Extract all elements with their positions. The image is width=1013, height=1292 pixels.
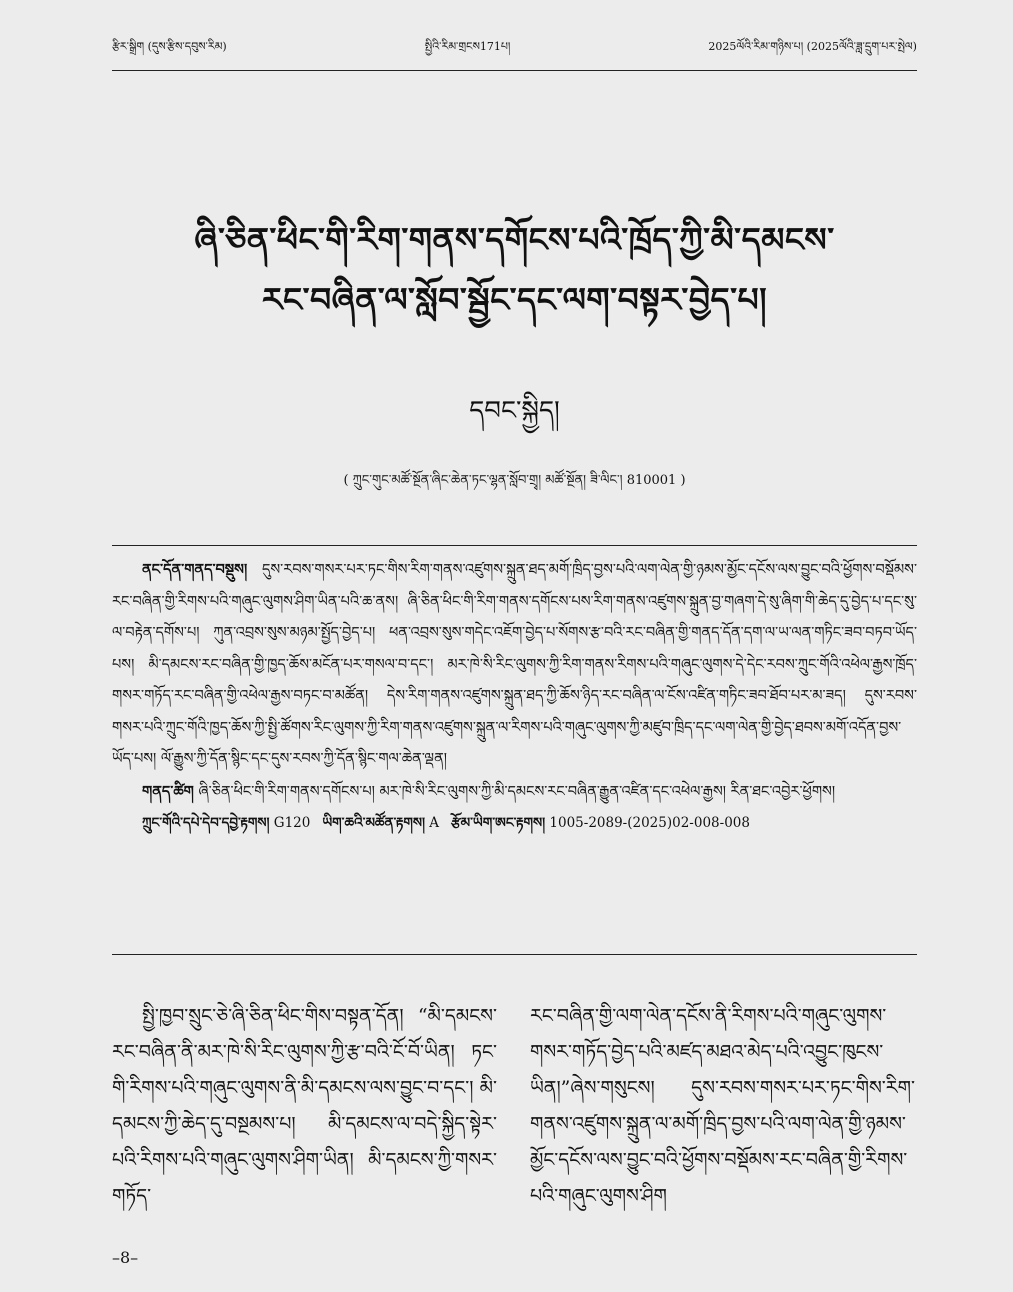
keywords-label: གནད་ཚིག [142, 782, 194, 800]
body-column-left: སྤྱི་ཁྱབ་སྲུང་ཅེ་ཞི་ཅིན་ཕིང་གིས་བསྟན་དོན། “མི་དམངས་རང་བཞིན་ནི་མར་ཁེ་སི་རིང་ལུགས་ཀྱི་རྩ་བའི་ངོ་བོ་ཡིན། ཏང་གི་རིགས་པའི་གཞུང་ལུགས་ནི་མི་དམངས་ལས་བྱུང་བ་དང་། མི་དམངས་ཀྱི་ཆེད་དུ་བསྔམས་པ། མི་དམངས་ལ་བདེ་སྐྱིད་སྟེར་པའི་རིགས་པའི་གཞུང་ལུགས་ཤིག་ཡིན། མི་དམངས་ཀྱི་གསར་གཏོད་ [112, 1005, 497, 1207]
clc-value: G120 [273, 815, 311, 831]
header-journal-name: རྩིར་སྒྲིག (དུས་རྩིས་དབུས་རིམ) [112, 40, 227, 53]
keywords-text: ཞི་ཅིན་ཕིང་གི་རིག་གནས་དགོངས་པ། མར་ཁེ་སི་རིང་ལུགས་ཀྱི་མི་དམངས་རང་བཞིན་རྒྱུན་འཛིན་དང་འཕེལ་རྒྱས། རིན་ཐང་འབྱེར་ཕྱོགས། [193, 783, 836, 800]
header-issue-date: 2025ལོའི་རིམ་གཉིས་པ། (2025ལོའི་ཟླ་དྲུག་པར་སྤེལ) [708, 40, 917, 53]
author-affiliation: ( ཀྲུང་གུང་མཚོ་སྔོན་ཞིང་ཆེན་ཏང་ལྷན་སློབ་གྲྭ། མཚོ་སྔོན། ཟི་ལིང་། 810001 ) [343, 473, 686, 488]
article-title [112, 210, 917, 330]
article-id-value: 1005-2089-(2025)02-008-008 [549, 815, 750, 831]
classification-line [112, 808, 917, 838]
abstract [112, 554, 917, 776]
title-line-2: རང་བཞིན་ལ་སློབ་སྦྱོང་དང་ལག་བསྟར་བྱེད་པ། [261, 280, 768, 319]
header-issue-total: སྤྱིའི་རིམ་གྲངས171པ། [424, 40, 511, 53]
page-number: –8– [112, 1248, 139, 1267]
abstract-block [112, 545, 917, 955]
author-name: དབང་སྐྱིད། [469, 396, 560, 426]
body-column-right: རང་བཞིན་གྱི་ལག་ལེན་དངོས་ནི་རིགས་པའི་གཞུང་ལུགས་གསར་གཏོད་བྱེད་པའི་མཛད་མཐའ་མེད་པའི་འབྱུང་ཁུངས་ཡིན།”ཞེས་གསུངས། དུས་རབས་གསར་པར་ཏང་གིས་རིག་གནས་འཛུགས་སྐྲུན་ལ་མགོ་ཁྲིད་བྱས་པའི་ལག་ལེན་གྱི་ཉམས་མྱོང་དངོས་ལས་བྱུང་བའི་ཕྱོགས་བསྡོམས་རང་བཞིན་གྱི་རིགས་པའི་གཞུང་ལུགས་ཤིག [530, 1005, 915, 1207]
abstract-text: དུས་རབས་གསར་པར་ཏང་གིས་རིག་གནས་འཛུགས་སྐྲུན་ཐད་མགོ་ཁྲིད་བྱས་པའི་ལག་ལེན་གྱི་ཉམས་མྱོང་དངོས་ལས་བྱུང་བའི་ཕྱོགས་བསྡོམས་རང་བཞིན་གྱི་རིགས་པའི་གཞུང་ལུགས་ཤིག་ཡིན་པའི་ཆ་ནས། ཞི་ཅིན་ཕིང་གི་རིག་གནས་དགོངས་པས་རིག་གནས་འཛུགས་སྐྲུན་བྱ་གཞག་དེ་སུ་ཞིག་གི་ཆེད་དུ་བྱེད་པ་དང་སུ་ལ་བརྟེན་དགོས་པ། ཀུན་འབྲས་སུས་མཉམ་སྤྱོད་བྱེད་པ། ཕན་འབྲས་སུས་གདེང་འཇོག་བྱེད་པ་སོགས་རྩ་བའི་རང་བཞིན་གྱི་གནད་དོན་དག་ལ་ཡ་ལན་གཏིང་ཟབ་བཏབ་ཡོད་པས། མི་དམངས་རང་བཞིན་གྱི་ཁྱད་ཆོས་མངོན་པར་གསལ་བ་དང་། མར་ཁེ་སི་རིང་ལུགས་ཀྱི་རིག་གནས་རིགས་པའི་གཞུང་ལུགས་དེ་དེང་རབས་ཀྲུང་གོའི་འཕེལ་རྒྱས་ཁྲོད་གསར་གཏོད་རང་བཞིན་གྱི་འཕེལ་རྒྱས་བཏང་བ་མཚོན། དེས་རིག་གནས་འཛུགས་སྐྲུན་ཐད་ཀྱི་ཆོས་ཉིད་རང་བཞིན་ལ་ངོས་འཛིན་གཏིང་ཟབ་ཐོབ་པར་མ་ཟད། དུས་རབས་གསར་པའི་ཀྲུང་གོའི་ཁྱད་ཆོས་ཀྱི་སྤྱི་ཚོགས་རིང་ལུགས་ཀྱི་རིག་གནས་འཛུགས་སྐྲུན་ལ་རིགས་པའི་གཞུང་ལུགས་ཀྱི་མཛུབ་ཁྲིད་དང་ལག་ལེན་གྱི་བྱེད་ཐབས་མགོ་འདོན་བྱས་ཡོད་པས། ལོ་རྒྱུས་ཀྱི་དོན་སྙིང་དང་དུས་རབས་ཀྱི་དོན་སྙིང་གལ་ཆེན་ལྡན། [112, 562, 917, 767]
keywords [112, 776, 917, 809]
clc-label: ཀྲུང་གོའི་དཔེ་དེབ་དབྱེ་རྟགས། [142, 815, 270, 831]
doc-code-label: ཡིག་ཆའི་མཚོན་རྟགས། [322, 815, 425, 831]
title-line-1: ཞི་ཅིན་ཕིང་གི་རིག་གནས་དགོངས་པའི་ཁྲོད་ཀྱི་མི་དམངས་ [194, 220, 835, 259]
article-id-label: རྩོམ་ཡིག་ཨང་རྟགས། [451, 815, 546, 831]
running-header [112, 34, 917, 71]
doc-code-value: A [429, 815, 440, 831]
abstract-label: ནང་དོན་གནད་བསྡུས། [142, 561, 248, 578]
